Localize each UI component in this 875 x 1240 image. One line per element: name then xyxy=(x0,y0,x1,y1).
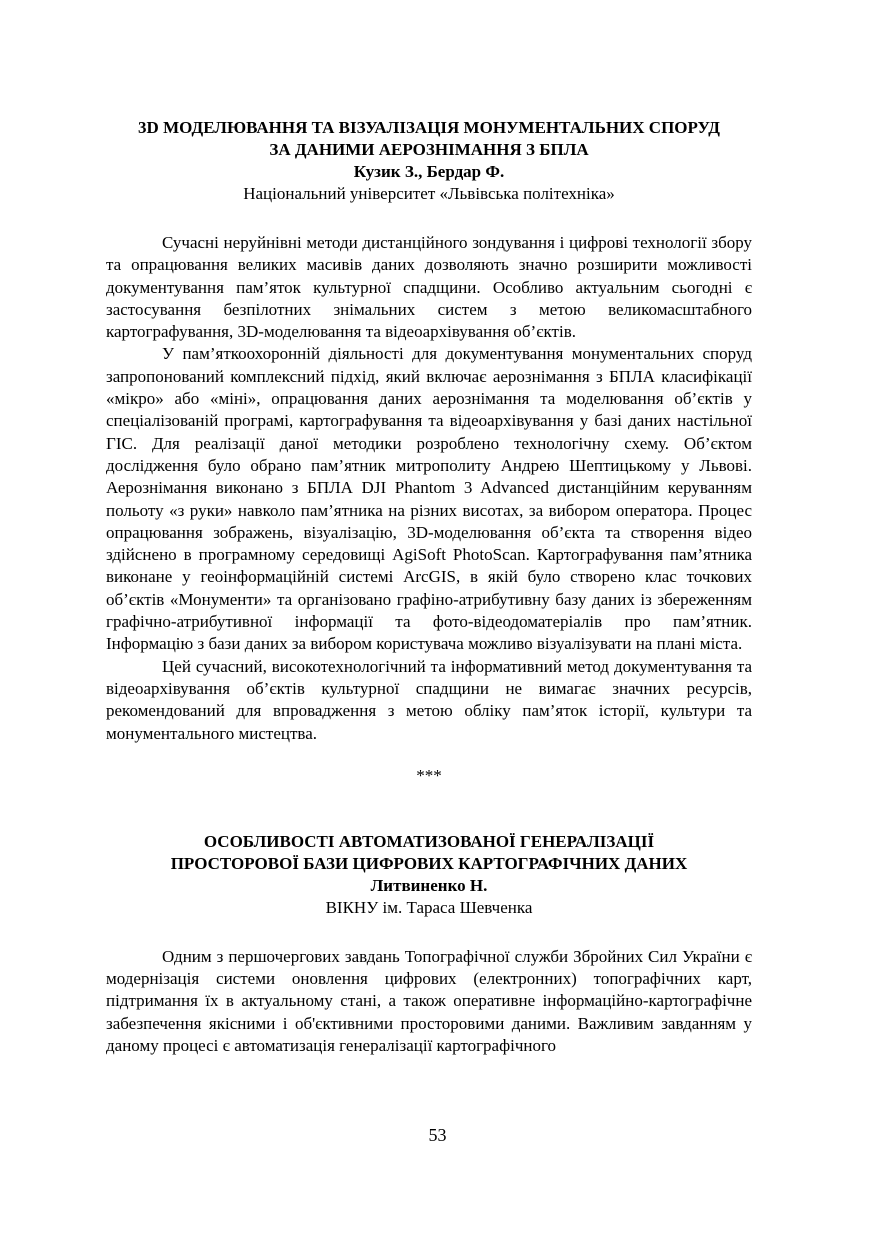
article1-affiliation: Національний університет «Львівська політехніка» xyxy=(243,184,615,203)
article1-title: 3D МОДЕЛЮВАННЯ ТА ВІЗУАЛІЗАЦІЯ МОНУМЕНТАЛЬНИХ СПОРУД ЗА ДАНИМИ АЕРОЗНІМАННЯ З БПЛА xyxy=(138,118,720,159)
article2-authors: Литвиненко Н. xyxy=(370,875,488,895)
page-content xyxy=(106,117,752,1057)
article2-affiliation: ВІКНУ ім. Тараса Шевченка xyxy=(325,897,533,917)
article1-paragraph-2: У пам’яткоохоронній діяльності для документування монументальних споруд запропонований комплексний підхід, який включає аерознімання з БПЛА класифікації «мікро» або «міні», опрацювання даних аерознімання та моделювання об’єктів у спеціалізованій програмі, картографування та відеоархівування у базі даних настільної ГІС. Для реалізації даної методики розроблено технологічну схему. Об’єктом дослідження було обрано пам’ятник митрополиту Андрею Шептицькому у Львові. Аерознімання виконано з БПЛА DJI Phantom 3 Advanced дистанційним керуванням польоту «з руки» навколо пам’ятника на різних висотах, за вибором оператора. Процес опрацювання зображень, візуалізацію, 3D-моделювання об’єкта та створення відео здійснено в програмному середовищі AgiSoft PhotoScan. Картографування пам’ятника виконане у геоінформаційній системі ArcGIS, в якій було створено клас точкових об’єктів «Монументи» та організовано графіно-атрибутивну базу даних із збереженням графічно-атрибутивної інформації та фото-відеодоматеріалів про пам’ятник. Інформацію з бази даних за вибором користувача можливо візуалізувати на плані міста. xyxy=(106,344,752,654)
article1-authors: Кузик З., Бердар Ф. xyxy=(353,162,505,181)
section-separator: *** xyxy=(416,765,442,785)
article1-paragraph-1: Сучасні неруйнівні методи дистанційного зондування і цифрові технології збору та опрацювання великих масивів даних дозволяють значно розширити можливості документування пам’яток культурної спадщини. Особливо актуальним сьогодні є застосування безпілотних знімальних систем з метою великомасштабного картографування, 3D-моделювання та відеоархівування об’єктів. xyxy=(106,233,752,342)
article1-paragraph-3: Цей сучасний, високотехнологічний та інформативний метод документування та відеоархівування об’єктів культурної спадщини не вимагає значних ресурсів, рекомендований для впровадження з метою обліку пам’яток історії, культури та монументального мистецтва. xyxy=(106,656,752,743)
page-number: 53 xyxy=(428,1125,447,1145)
article2-paragraph-1: Одним з першочергових завдань Топографічної служби Збройних Сил України є модернізація системи оновлення цифрових (електронних) топографічних карт, підтримання їх в актуальному стані, а також оперативне інформаційно-картографічне забезпечення якісними і об'єктивними просторовими даними. Важливим завданням у даному процесі є автоматизація генералізації картографічного xyxy=(106,946,752,1056)
article2-title: ОСОБЛИВОСТІ АВТОМАТИЗОВАНОЇ ГЕНЕРАЛІЗАЦІЇ ПРОСТОРОВОЇ БАЗИ ЦИФРОВИХ КАРТОГРАФІЧНИХ ДАНИХ xyxy=(170,831,688,873)
